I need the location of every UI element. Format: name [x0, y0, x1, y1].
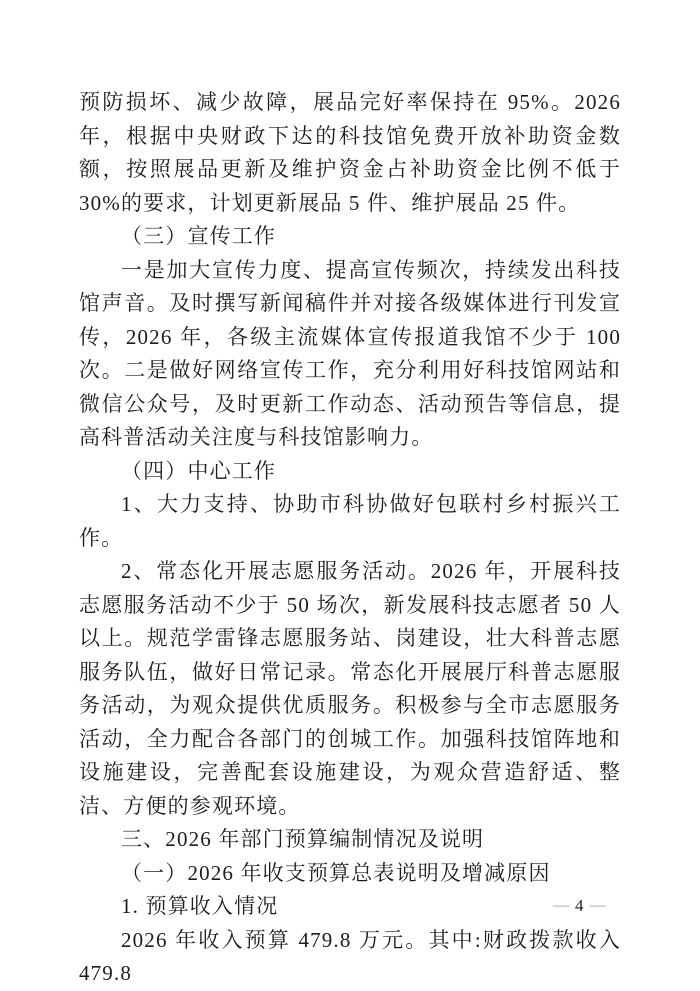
section-heading: 1. 预算收入情况 — [121, 894, 279, 918]
paragraph: 2026 年收入预算 479.8 万元。其中:财政拨款收入 479.8 — [79, 927, 621, 985]
page-number-right-dash: — — [589, 897, 606, 914]
paragraph: 预防损坏、减少故障，展品完好率保持在 95%。2026 年，根据中央财政下达的科技馆免费开放补助资金数额，按照展品更新及维护资金占补助资金比例不低于 30%的要求，计划更新展品 5 件、维护展品 25 件。 — [79, 90, 621, 215]
paragraph: 2、常态化开展志愿服务活动。2026 年，开展科技志愿服务活动不少于 50 场次，新发展科技志愿者 50 人以上。规范学雷锋志愿服务站、岗建设，壮大科普志愿服务队伍，做好日常记录。常态化开展展厅科普志愿服务活动，为观众提供优质服务。积极参与全市志愿服务活动，全力配合各部门的创城工作。加强科技馆阵地和设施建设，完善配套设施建设，为观众营造舒适、整洁、方便的参观环境。 — [79, 559, 621, 818]
section-heading: （一）2026 年收支预算总表说明及增减原因 — [121, 860, 551, 885]
paragraph: 一是加大宣传力度、提高宣传频次，持续发出科技馆声音。及时撰写新闻稿件并对接各级媒体进行刊发宣传，2026 年，各级主流媒体宣传报道我馆不少于 100 次。二是做好网络宣传工作，充分利用好科技馆网站和微信公众号，及时更新工作动态、活动预告等信息，提高科普活动关注度与科技馆影响力。 — [79, 257, 621, 449]
section-heading: 三、2026 年部门预算编制情况及说明 — [121, 827, 485, 851]
paragraph: 1、大力支持、协助市科协做好包联村乡村振兴工作。 — [79, 492, 621, 550]
document-body — [79, 86, 621, 991]
section-heading: （三）宣传工作 — [121, 224, 277, 248]
page-number — [553, 896, 606, 916]
section-heading: （四）中心工作 — [121, 458, 277, 483]
page-number-value: 4 — [575, 896, 584, 915]
page-number-left-dash: — — [553, 897, 569, 914]
